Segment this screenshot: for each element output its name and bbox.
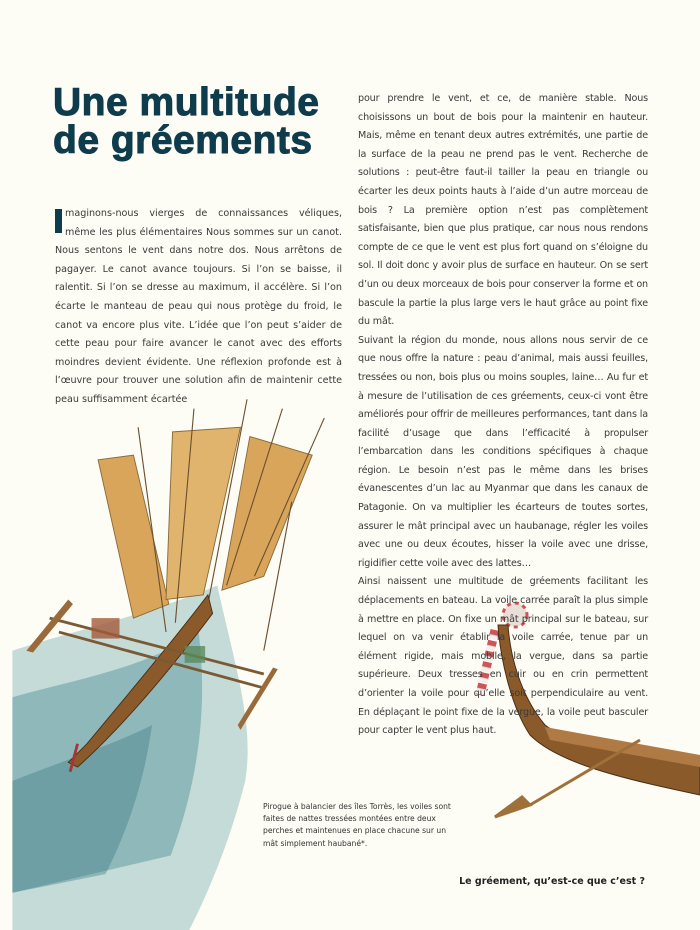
drop-cap <box>55 209 62 233</box>
running-footer: Le gréement, qu’est-ce que c’est ? <box>459 876 645 887</box>
sails <box>98 427 312 618</box>
page-title: Une multitude de gréements <box>53 81 320 162</box>
body-paragraph: Suivant la région du monde, nous allons nous servir de ce que nous offre la nature : peau d’animal, mais aussi feuilles, tressées ou non, bois plus ou moins souples, laine… Au fur et à mesure de l’utilisation de ces gréements, ceux-ci vont être améliorés pour offrir de meilleures performances, tant dans la facilité d’usage que dans l’efficacité à propulser l’embarcation dans les conditions spécifiques à chaque région. Le besoin n’est pas le même dans les brises évanescentes d’un lac au Myanmar que dans les canaux de Patagonie. On va multiplier les écarteurs de toutes sortes, assurer le mât principal avec un haubanage, régler les voiles avec une ou deux écoutes, hisser la voile avec une drisse, rigidifier cette voile avec des lattes… <box>358 334 648 569</box>
right-column <box>358 90 648 741</box>
body-paragraph: pour prendre le vent, et ce, de manière stable. Nous choisissons un bout de bois pour la maintenir en hauteur. Mais, même en tenant deux autres extrémités, une partie de la surface de la peau ne prend pas le vent. Recherche de solutions : peut-être faut-il tailler la peau en triangle ou écarter les deux points hauts à l’aide d’un autre morceau de bois ? La première option n’est pas complètement satisfaisante, bien que plus pratique, car nous nous rendons compte de ce que le vent est plus fort quand on s’éloigne du sol. Il doit donc y avoir plus de surface en hauteur. On se sert d’un ou deux morceaux de bois pour conserver la forme et on bascule la partie la plus large vers le haut grâce au point fixe du mât. <box>358 93 648 328</box>
left-column <box>55 205 342 410</box>
outrigger-right <box>238 667 278 729</box>
body-paragraph: Ainsi naissent une multitude de gréements facilitant les déplacements en bateau. La voile carrée paraît la plus simple à mettre en place. On fixe un mât principal sur le bateau, sur lequel on va venir établir la voile carrée, tenue par un élément rigide, mais mobile, la vergue, dans sa partie supérieure. Deux tresses en cuir ou en crin permettent d’orienter la voile pour qu’elle soit perpendiculaire au vent. En déplaçant le point fixe de la vergue, la voile peut basculer pour capter le vent plus haut. <box>358 576 648 737</box>
illustration-caption: Pirogue à balancier des îles Torrès, les voiles sont faites de nattes tressées montées entre deux perches et maintenues en place chacune sur un mât simplement haubané*. <box>263 802 451 848</box>
intro-paragraph: maginons-nous vierges de connaissances véliques, même les plus élémentaires Nous sommes sur un canot. Nous sentons le vent dans notre dos. Nous arrêtons de pagayer. Le canot avance toujours. Si l’on se baisse, il ralentit. Si l’on se dresse au maximum, il accélère. Si l’on écarte le manteau de peau qui nous protège du froid, le canot va encore plus vite. L’idée que l’on peut s’aider de cette peau pour faire avancer le canot avec des efforts moindres devient évidente. Une réflexion profonde est à l’œuvre pour trouver une solution afin de maintenir cette peau suffisamment écartée <box>55 208 342 405</box>
